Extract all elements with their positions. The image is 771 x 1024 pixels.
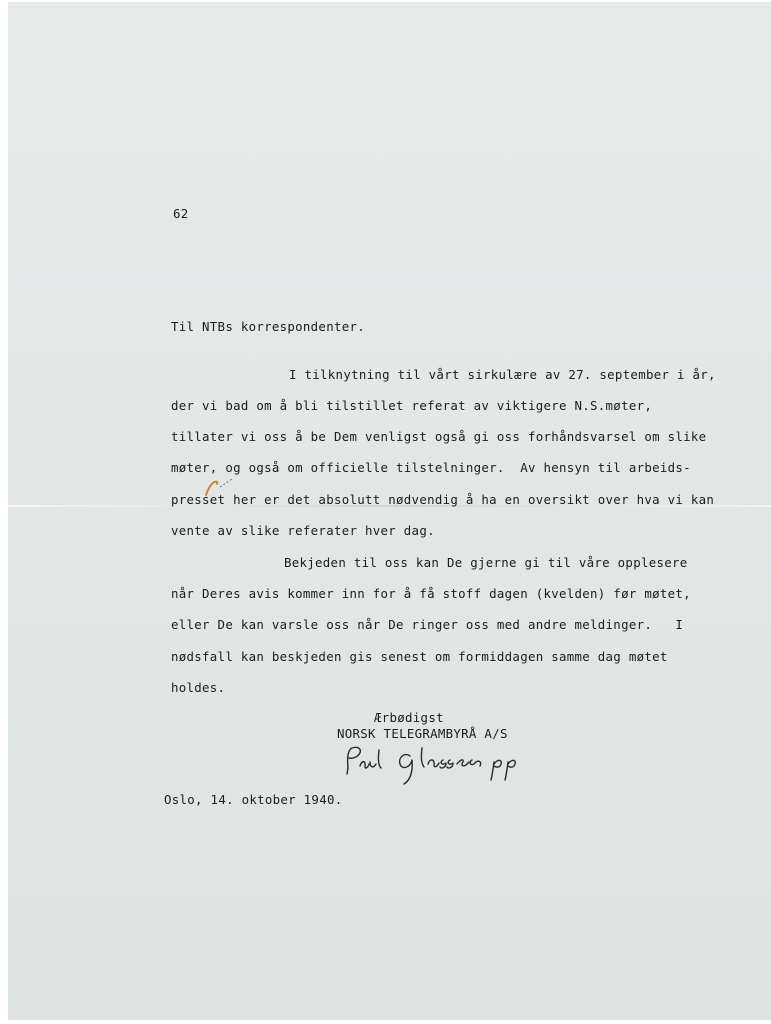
place-date: Oslo, 14. oktober 1940.	[164, 792, 343, 807]
scan-edge	[0, 0, 8, 1024]
paragraph2-line1: Bekjeden til oss kan De gjerne gi til våre opplesere	[284, 555, 688, 570]
paragraph2-line4: nødsfall kan beskjeden gis senest om formiddagen samme dag møtet	[171, 649, 668, 664]
paragraph1-line1: I tilknytning til vårt sirkulære av 27. september i år,	[289, 367, 716, 382]
paragraph1-line5: presset her er det absolutt nødvendig å ha en oversikt over hva vi kan	[171, 492, 715, 507]
paragraph2-line3: eller De kan varsle oss når De ringer oss med andre meldinger. I	[171, 617, 684, 632]
sender: NORSK TELEGRAMBYRÅ A/S	[337, 726, 508, 741]
paragraph1-line2: der vi bad om å bli tilstillet referat av viktigere N.S.møter,	[171, 398, 653, 413]
addressee: Til NTBs korrespondenter.	[171, 319, 365, 334]
paragraph1-line4: møter, og også om officielle tilstelninger. Av hensyn til arbeids-	[171, 460, 691, 475]
paragraph1-line3: tillater vi oss å be Dem venligst også gi oss forhåndsvarsel om slike	[171, 429, 707, 444]
page-number: 62	[173, 206, 189, 221]
closing: Ærbødigst	[374, 710, 444, 725]
handwritten-signature	[342, 740, 542, 786]
paragraph1-line6: vente av slike referater hver dag.	[171, 523, 435, 538]
pen-correction-mark	[204, 477, 244, 499]
letter-page	[8, 2, 771, 1020]
paragraph2-line5: holdes.	[171, 680, 226, 695]
paragraph2-line2: når Deres avis kommer inn for å få stoff dagen (kvelden) før møtet,	[171, 586, 691, 601]
